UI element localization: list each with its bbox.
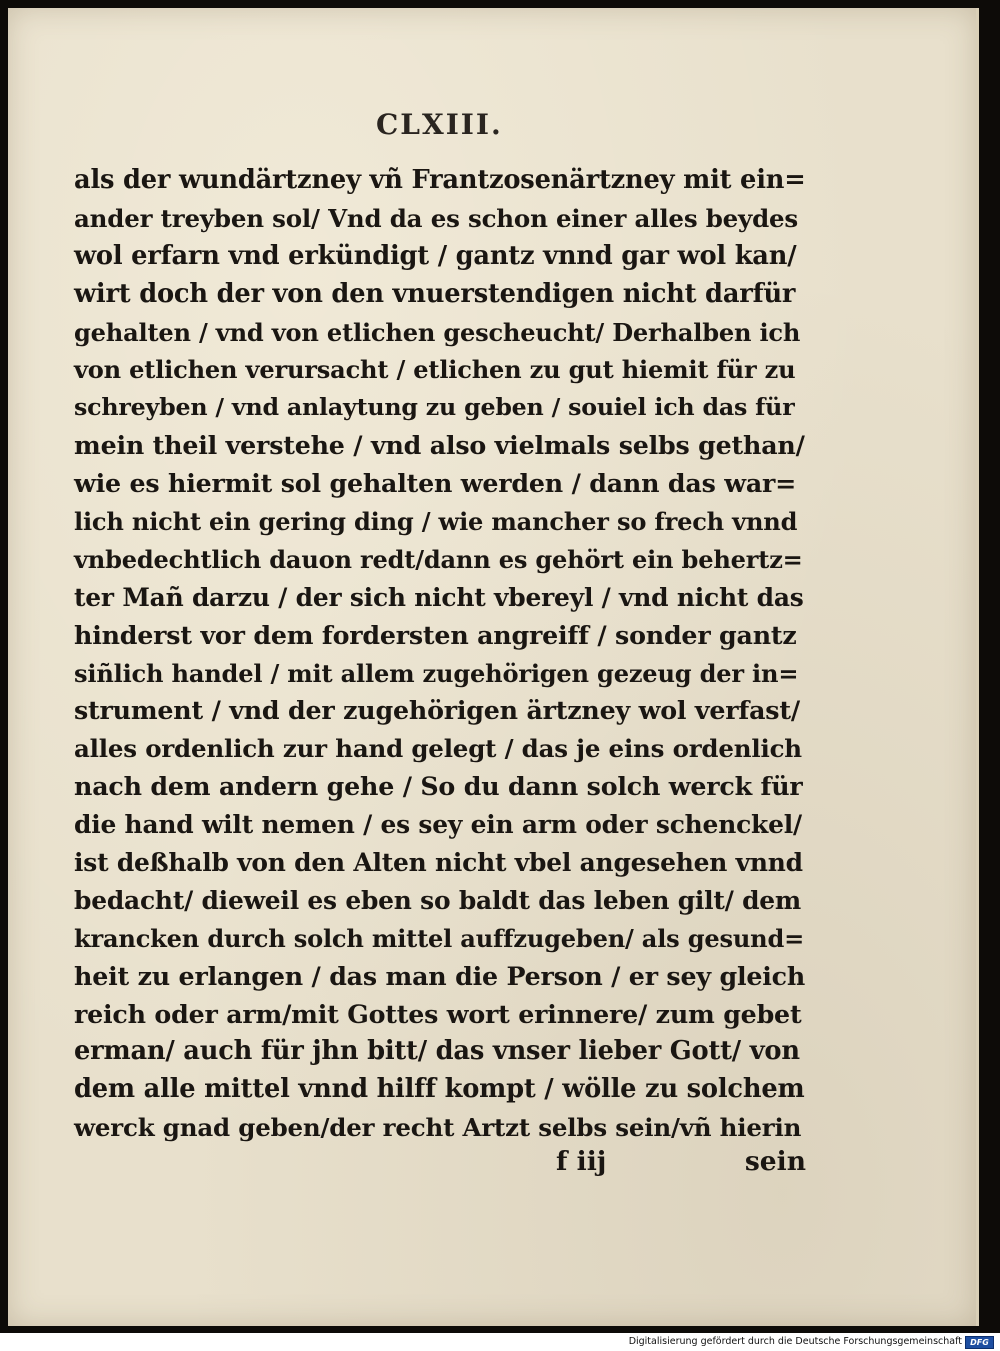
text-line: nach dem andern gehe / So du dann solch werck für [74,771,803,802]
text-line: vnbedechtlich dauon redt/dann es gehört ein behertz= [74,544,803,574]
text-line: ist deßhalb von den Alten nicht vbel angesehen vnnd [74,848,803,878]
catchline [556,1146,806,1184]
text-line: werck gnad geben/der recht Artzt selbs sein/vñ hierin [74,1113,802,1143]
text-line: mein theil verstehe / vnd also vielmals selbs gethan/ [74,430,805,461]
book-page [8,8,979,1326]
catchword: sein [744,1146,806,1177]
text-line: gehalten / vnd von etlichen gescheucht/ Derhalben ich [74,317,801,347]
text-line: ter Mañ darzu / der sich nicht vbereyl / vnd nicht das [74,582,804,612]
dfg-logo-icon: DFG [965,1336,994,1349]
text-line: ander treyben sol/ Vnd da es schon einer alles beydes [74,203,799,233]
text-line: lich nicht ein gering ding / wie mancher so frech vnnd [74,507,798,537]
text-line: strument / vnd der zugehörigen ärtzney wol verfast/ [74,695,800,726]
footer-bar [0,1333,1000,1351]
text-line: wirt doch der von den vnuerstendigen nicht darfür [74,278,796,309]
text-line: reich oder arm/mit Gottes wort erinnere/ zum gebet [74,998,802,1029]
text-line: siñlich handel / mit allem zugehörigen gezeug der in= [74,658,799,688]
text-line: schreyben / vnd anlaytung zu geben / souiel ich das für [74,393,795,422]
body-text [74,162,806,1147]
text-line: hinderst vor dem fordersten angreiff / sonder gantz [74,619,797,650]
text-line: als der wundärtzney vñ Frantzosenärtzney mit ein= [74,165,806,195]
text-line: alles ordenlich zur hand gelegt / das je eins ordenlich [74,734,802,764]
text-line: von etlichen verursacht / etlichen zu gut hiemit für zu [74,355,796,385]
text-line: wol erfarn vnd erkündigt / gantz vnnd gar wol kan/ [74,240,797,271]
text-line: erman/ auch für jhn bitt/ das vnser lieber Gott/ von [74,1036,800,1067]
text-line: bedacht/ dieweil es eben so baldt das leben gilt/ dem [74,885,802,915]
text-line: wie es hiermit sol gehalten werden / dann das war= [74,468,797,499]
funding-credit: Digitalisierung gefördert durch die Deutsche Forschungsgemeinschaft [628,1336,962,1347]
folio-number: CLXIII. [376,108,503,141]
text-line: dem alle mittel vnnd hilff kompt / wölle zu solchem [74,1074,805,1105]
text-line: die hand wilt nemen / es sey ein arm oder schenckel/ [74,810,802,840]
text-line: krancken durch solch mittel auffzugeben/ als gesund= [74,923,805,953]
signature-mark: f iij [556,1146,607,1177]
text-line: heit zu erlangen / das man die Person / er sey gleich [74,960,806,991]
